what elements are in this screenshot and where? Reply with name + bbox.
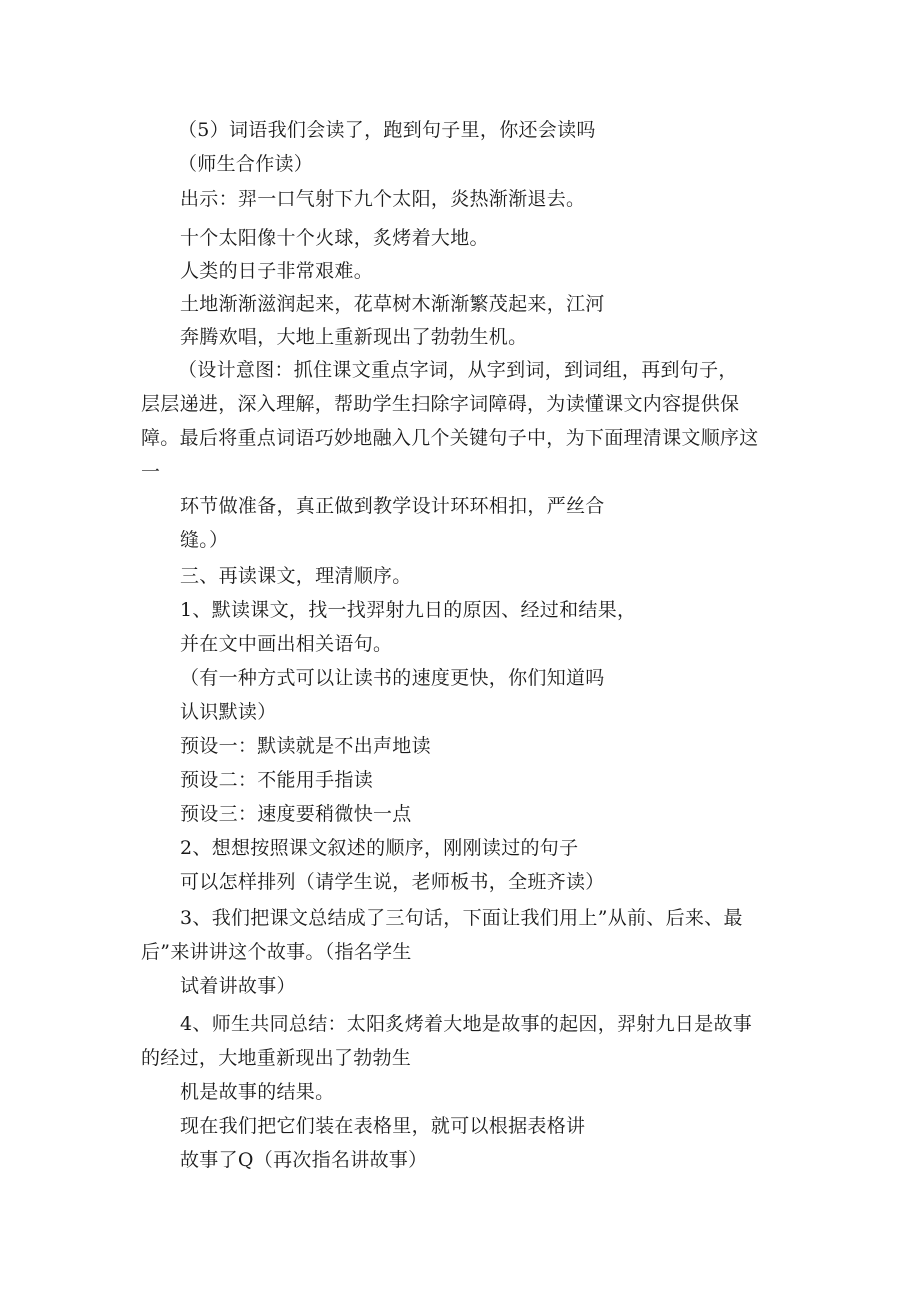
text-line: （设计意图：抓住课文重点字词，从字到词，到词组，再到句子， (178, 359, 738, 381)
text-line: 认识默读） (180, 701, 277, 723)
text-line: 土地渐渐滋润起来，花草树木渐渐繁茂起来，江河 (180, 293, 605, 315)
text-line: 2、想想按照课文叙述的顺序，刚刚读过的句子 (180, 837, 579, 859)
text-line: 故事了Q（再次指名讲故事） (180, 1149, 428, 1171)
text-line: 层层递进，深入理解，帮助学生扫除字词障碍，为读懂课文内容提供保 (141, 393, 740, 415)
text-line: 预设三：速度要稍微快一点 (180, 803, 412, 825)
text-line: 后”来讲讲这个故事。（指名学生 (141, 941, 412, 963)
text-line: 可以怎样排列（请学生说，老师板书，全班齐读） (180, 871, 605, 893)
text-line: 预设一：默读就是不出声地读 (180, 735, 431, 757)
text-line: 环节做准备，真正做到教学设计环环相扣，严丝合 (180, 495, 605, 517)
text-line: 并在文中画出相关语句。 (180, 633, 393, 655)
text-line: （5）词语我们会读了，跑到句子里，你还会读吗 (178, 119, 596, 141)
text-line: 现在我们把它们装在表格里，就可以根据表格讲 (180, 1115, 586, 1137)
text-line: （师生合作读） (178, 153, 314, 175)
text-line: 人类的日子非常艰难。 (180, 260, 374, 282)
text-line: 三、再读课文，理清顺序。 (180, 565, 412, 587)
text-line: 3、我们把课文总结成了三句话，下面让我们用上”从前、后来、最 (180, 907, 743, 929)
text-line: 机是故事的结果。 (180, 1081, 335, 1103)
text-line: 4、师生共同总结：太阳炙烤着大地是故事的起因，羿射九日是故事 (180, 1013, 753, 1035)
text-line: 障。最后将重点词语巧妙地融入几个关键句子中，为下面理清课文顺序这 (141, 427, 759, 449)
text-line: 十个太阳像十个火球，炙烤着大地。 (180, 227, 489, 249)
text-line: 预设二：不能用手指读 (180, 769, 374, 791)
text-line: （有一种方式可以让读书的速度更快，你们知道吗 (180, 667, 605, 689)
text-line: 缝。） (180, 529, 229, 551)
text-line: 1、默读课文，找一找羿射九日的原因、经过和结果， (180, 599, 637, 621)
text-line: 出示：羿一口气射下九个太阳，炎热渐渐退去。 (180, 188, 586, 210)
text-line: 的经过，大地重新现出了勃勃生 (141, 1047, 412, 1069)
text-line: 试着讲故事） (180, 975, 296, 997)
text-line: 一 (141, 461, 161, 483)
text-line: 奔腾欢唱，大地上重新现出了勃勃生机。 (180, 326, 528, 348)
